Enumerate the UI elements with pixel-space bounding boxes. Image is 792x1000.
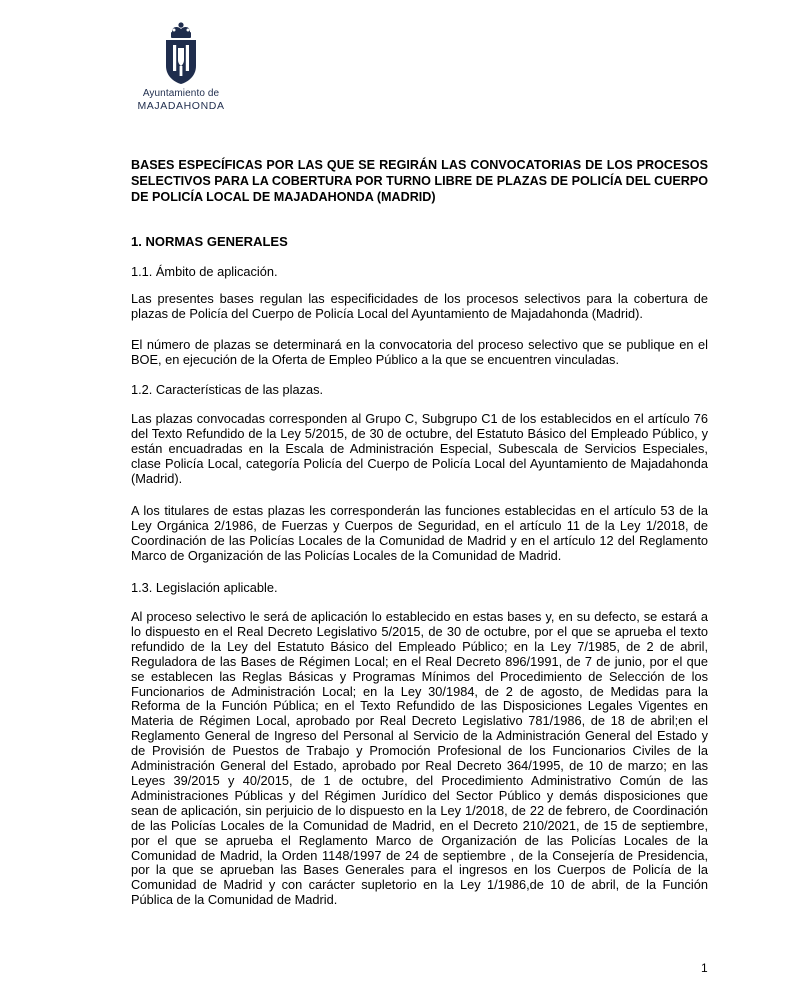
document-body [131, 158, 709, 908]
subsection-heading-ambito: 1.1. Ámbito de aplicación. [131, 264, 278, 279]
paragraph-legislacion: Al proceso selectivo le será de aplicación lo establecido en estas bases y, en su defecto, se estará a lo dispuesto en el Real Decreto Legislativo 5/2015, de 30 de octubre, por el que se aprueba el texto refundido de la Ley del Estatuto Básico del Empleado Público; en la Ley 7/1985, de 2 de abril, Reguladora de las Bases de Régimen Local; en el Real Decreto 896/1991, de 7 de junio, por el que se establecen las Reglas Básicas y Programas Mínimos del Procedimiento de Selección de los Funcionarios de Administración Local; en la Ley 30/1984, de 2 de agosto, de Medidas para la Reforma de la Función Pública; en el Texto Refundido de las Disposiciones Legales Vigentes en Materia de Régimen Local, aprobado por Real Decreto Legislativo 781/1986, de 18 de abril;en el Reglamento General de Ingreso del Personal al Servicio de la Administración General del Estado y de Provisión de Puestos de Trabajo y Promoción Profesional de los Funcionarios Civiles de la Administración General del Estado, aprobado por Real Decreto 364/1995, de 10 de marzo; en las Leyes 39/2015 y 40/2015, de 1 de octubre, del Procedimiento Administrativo Común de las Administraciones Públicas y del Régimen Jurídico del Sector Público y demás disposiciones que sean de aplicación, sin perjuicio de lo dispuesto en la Ley 1/2018, de 22 de febrero, de Coordinación de las Policías Locales de la Comunidad de Madrid, en el Decreto 210/2021, de 15 de septiembre, por el que se aprueba el Reglamento Marco de Organización de las Policías Locales de la Comunidad de Madrid, la Orden 1148/1997 de 24 de septiembre , de la Consejería de Presidencia, por la que se aprueban las Bases Generales para el ingresos en los Cuerpos de Policía de la Comunidad de Madrid y con carácter supletorio en la Ley 1/1986,de 10 de abril, de la Función Pública de la Comunidad de Madrid. [131, 609, 708, 908]
page-number: 1 [701, 961, 708, 975]
paragraph-ambito-1: Las presentes bases regulan las especificidades de los procesos selectivos para la cobertura de plazas de Policía del Cuerpo de Policía Local del Ayuntamiento de Majadahonda (Madrid). [131, 291, 708, 321]
subsection-heading-legislacion: 1.3. Legislación aplicable. [131, 580, 278, 595]
paragraph-caracteristicas-1: Las plazas convocadas corresponden al Grupo C, Subgrupo C1 de los establecidos en el artículo 76 del Texto Refundido de la Ley 5/2015, de 30 de octubre, del Estatuto Básico del Empleado Público, y están encuadradas en la Escala de Administración Especial, Subescala de Servicios Especiales, clase Policía Local, categoría Policía del Cuerpo de Policía Local del Ayuntamiento de Majadahonda (Madrid). [131, 411, 708, 486]
coat-of-arms-icon [161, 22, 201, 86]
logo-text-line1: Ayuntamiento de [142, 88, 220, 99]
logo-text-line2: MAJADAHONDA [137, 100, 225, 112]
document-title: BASES ESPECÍFICAS POR LAS QUE SE REGIRÁN LAS CONVOCATORIAS DE LOS PROCESOS SELECTIVOS PARA LA COBERTURA POR TURNO LIBRE DE PLAZAS DE POLICÍA DEL CUERPO DE POLICÍA LOCAL DE MAJADAHONDA (MADRID) [131, 158, 709, 204]
municipal-logo [133, 22, 229, 112]
paragraph-ambito-2: El número de plazas se determinará en la convocatoria del proceso selectivo que se publique en el BOE, en ejecución de la Oferta de Empleo Público a la que se encuentren vinculadas. [131, 337, 708, 367]
section-heading-normas-generales: 1. NORMAS GENERALES [131, 234, 288, 249]
subsection-heading-caracteristicas: 1.2. Características de las plazas. [131, 382, 324, 397]
paragraph-caracteristicas-2: A los titulares de estas plazas les corresponderán las funciones establecidas en el artículo 53 de la Ley Orgánica 2/1986, de Fuerzas y Cuerpos de Seguridad, en el artículo 11 de la Ley 1/2018, de Coordinación de las Policías Locales de la Comunidad de Madrid y en el artículo 12 del Reglamento Marco de Organización de las Policías Locales de la Comunidad de Madrid. [131, 503, 708, 563]
